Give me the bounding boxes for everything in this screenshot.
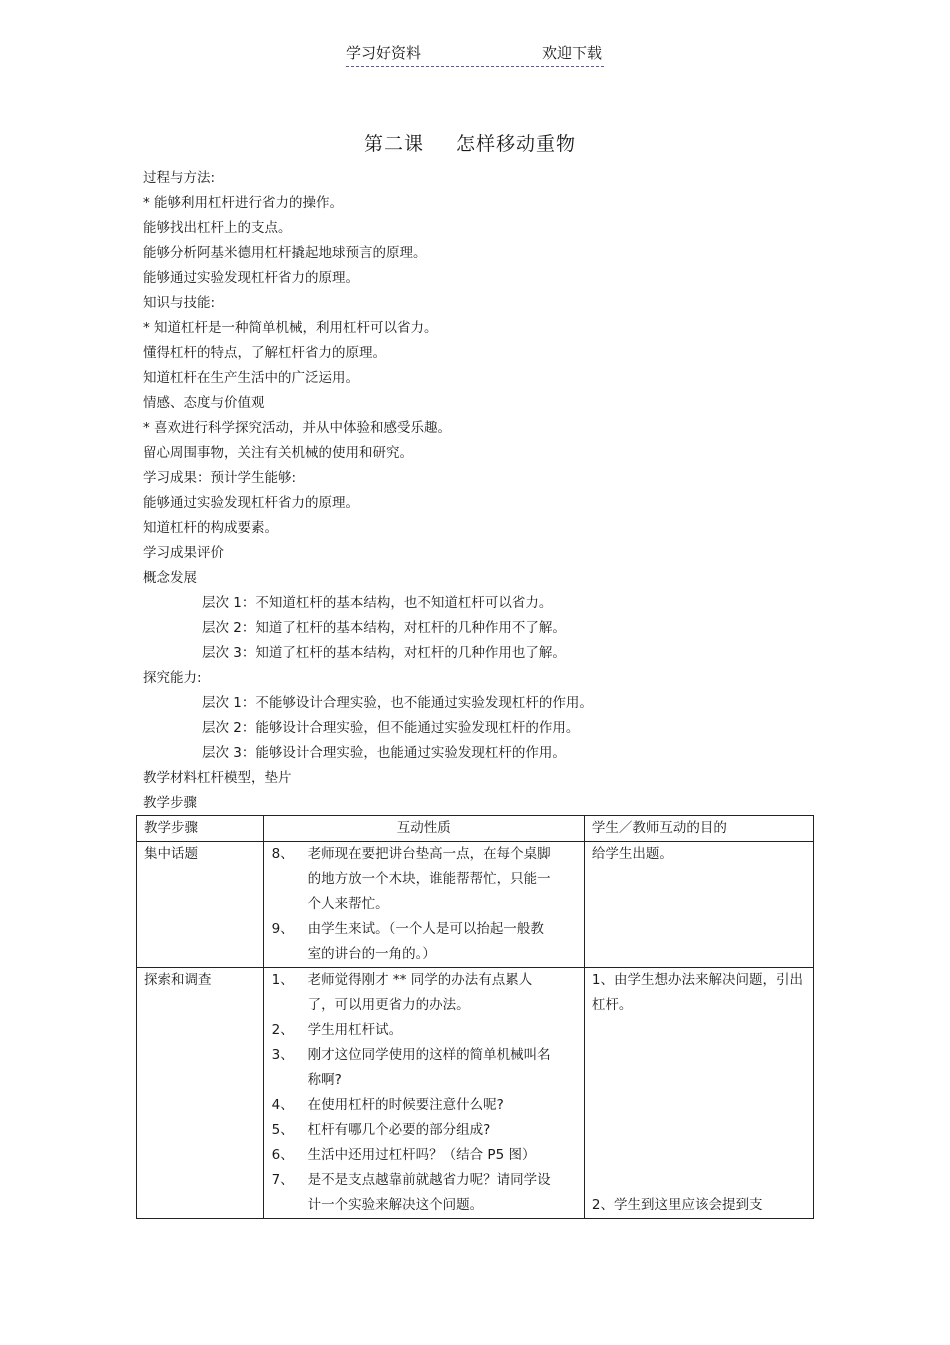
teaching-steps-table bbox=[136, 815, 814, 1219]
list-item bbox=[264, 1018, 584, 1043]
item-text: 杠杆有哪几个必要的部分组成? bbox=[307, 1122, 491, 1138]
list-item bbox=[264, 1043, 584, 1093]
list-item bbox=[264, 1118, 584, 1143]
body-line: * 知道杠杆是一种简单机械，利用杠杆可以省力。 bbox=[143, 320, 438, 336]
body-line: 能够通过实验发现杠杆省力的原理。 bbox=[143, 270, 359, 286]
body-line: 能够找出杠杆上的支点。 bbox=[143, 220, 292, 236]
item-text: 学生用杠杆试。 bbox=[307, 1022, 403, 1038]
lesson-title-part1: 第二课 bbox=[363, 133, 424, 155]
header-left-text: 学习好资料 bbox=[346, 44, 422, 62]
header-cell-interaction: 互动性质 bbox=[263, 816, 584, 842]
level-line: 层次 3：知道了杠杆的基本结构，对杠杆的几种作用也了解。 bbox=[202, 645, 566, 661]
level-line: 层次 1：不知道杠杆的基本结构，也不知道杠杆可以省力。 bbox=[202, 595, 553, 611]
body-line: 过程与方法: bbox=[143, 170, 216, 186]
body-line: 知道杠杆在生产生活中的广泛运用。 bbox=[143, 370, 359, 386]
body-line: 留心周围事物，关注有关机械的使用和研究。 bbox=[143, 445, 413, 461]
body-line: 能够通过实验发现杠杆省力的原理。 bbox=[143, 495, 359, 511]
header-cell-step: 教学步骤 bbox=[137, 816, 264, 842]
item-number: 5、 bbox=[271, 1122, 294, 1138]
item-number: 8、 bbox=[271, 846, 294, 862]
item-text: 生活中还用过杠杆吗？（结合 P5 图） bbox=[307, 1147, 536, 1163]
level-line: 层次 1：不能够设计合理实验，也不能通过实验发现杠杆的作用。 bbox=[202, 695, 593, 711]
item-text: 老师现在要把讲台垫高一点，在每个桌脚的地方放一个木块，谁能帮帮忙，只能一个人来帮忙。 bbox=[307, 846, 551, 912]
item-text: 由学生来试。（一个人是可以抬起一般教室的讲台的一角的。） bbox=[307, 921, 544, 962]
header-right-text: 欢迎下载 bbox=[541, 44, 602, 62]
body-line: 学习成果：预计学生能够: bbox=[143, 470, 297, 486]
item-number: 9、 bbox=[271, 921, 294, 937]
item-text: 在使用杠杆的时候要注意什么呢? bbox=[307, 1097, 504, 1113]
list-item bbox=[264, 917, 584, 967]
item-number: 3、 bbox=[271, 1047, 294, 1063]
body-line: 学习成果评价 bbox=[143, 545, 224, 561]
item-number: 6、 bbox=[271, 1147, 294, 1163]
body-line: 知道杠杆的构成要素。 bbox=[143, 520, 278, 536]
purpose-cell bbox=[584, 968, 813, 1219]
level-line: 层次 2：能够设计合理实验，但不能通过实验发现杠杆的作用。 bbox=[202, 720, 580, 736]
list-item bbox=[264, 1093, 584, 1118]
list-item bbox=[264, 842, 584, 917]
purpose-text-1: 1、由学生想办法来解决问题，引出杠杆。 bbox=[591, 972, 803, 1013]
body-line: 教学步骤 bbox=[143, 795, 197, 811]
body-line: 能够分析阿基米德用杠杆撬起地球预言的原理。 bbox=[143, 245, 427, 261]
interaction-cell bbox=[263, 968, 584, 1219]
table-row bbox=[137, 968, 814, 1219]
list-item bbox=[264, 968, 584, 1018]
header-cell-purpose: 学生／教师互动的目的 bbox=[584, 816, 813, 842]
body-line: 情感、态度与价值观 bbox=[143, 395, 265, 411]
level-line: 层次 2：知道了杠杆的基本结构，对杠杆的几种作用不了解。 bbox=[202, 620, 566, 636]
body-line: * 能够利用杠杆进行省力的操作。 bbox=[143, 195, 344, 211]
step-cell: 集中话题 bbox=[137, 842, 264, 968]
body-line: * 喜欢进行科学探究活动，并从中体验和感受乐趣。 bbox=[143, 420, 452, 436]
page-header bbox=[346, 42, 604, 67]
purpose-text-2: 2、学生到这里应该会提到支 bbox=[591, 1197, 763, 1213]
lesson-title bbox=[0, 129, 940, 156]
level-line: 层次 3：能够设计合理实验，也能通过实验发现杠杆的作用。 bbox=[202, 745, 566, 761]
step-cell: 探索和调查 bbox=[137, 968, 264, 1219]
item-number: 2、 bbox=[271, 1022, 294, 1038]
body-line: 探究能力: bbox=[143, 670, 202, 686]
body-line: 知识与技能: bbox=[143, 295, 216, 311]
interaction-cell bbox=[263, 842, 584, 968]
body-line: 教学材料杠杆模型，垫片 bbox=[143, 770, 292, 786]
body-line: 懂得杠杆的特点，了解杠杆省力的原理。 bbox=[143, 345, 386, 361]
table-row bbox=[137, 842, 814, 968]
table-header-row bbox=[137, 816, 814, 842]
item-number: 7、 bbox=[271, 1172, 294, 1188]
lesson-body bbox=[143, 166, 843, 816]
item-number: 4、 bbox=[271, 1097, 294, 1113]
item-text: 刚才这位同学使用的这样的简单机械叫名称啊? bbox=[307, 1047, 551, 1088]
purpose-cell: 给学生出题。 bbox=[584, 842, 813, 968]
list-item bbox=[264, 1168, 584, 1218]
list-item bbox=[264, 1143, 584, 1168]
item-text: 是不是支点越靠前就越省力呢？请同学设计一个实验来解决这个问题。 bbox=[307, 1172, 551, 1213]
body-line: 概念发展 bbox=[143, 570, 197, 586]
lesson-title-part2: 怎样移动重物 bbox=[456, 133, 577, 155]
item-text: 老师觉得刚才 ** 同学的办法有点累人了，可以用更省力的办法。 bbox=[307, 972, 533, 1013]
item-number: 1、 bbox=[271, 972, 294, 988]
